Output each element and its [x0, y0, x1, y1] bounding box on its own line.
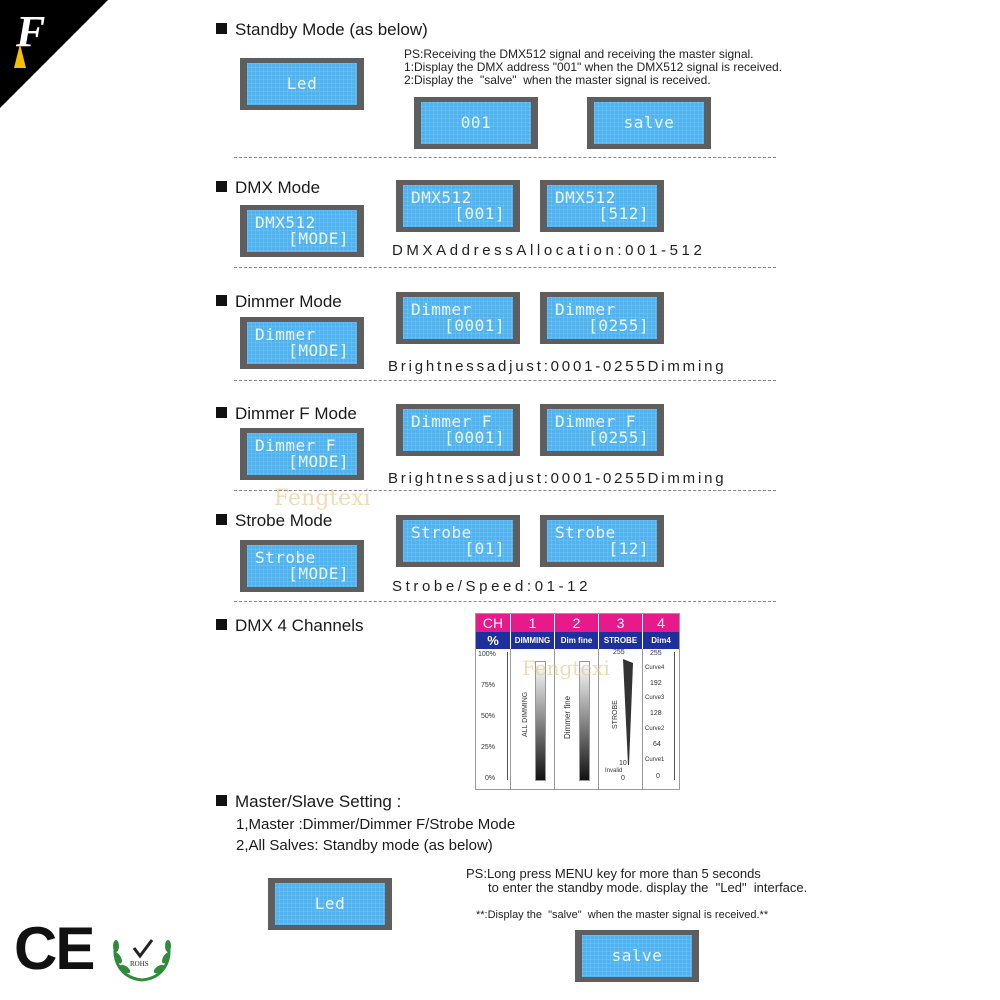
- dim4-curve1: Curve1: [645, 757, 665, 763]
- percent-column: [476, 649, 511, 789]
- dimmer-f-mode-display: Dimmer F [MODE]: [240, 428, 364, 480]
- bullet-icon: [216, 514, 227, 525]
- standby-note-ps: PS:Receiving the DMX512 signal and receiving the master signal.: [404, 47, 754, 61]
- dim4-128: 128: [650, 710, 662, 717]
- dimmer-0255-display: Dimmer [0255]: [540, 292, 664, 344]
- strobe-caption: Strobe/Speed:01-12: [392, 578, 592, 595]
- strobe-255: 255: [613, 649, 625, 656]
- dmx-caption: DMXAddressAllocation:001-512: [392, 242, 706, 259]
- header-dim-fine: Dim fine: [555, 632, 599, 649]
- dimmer-f-caption: Brightnessadjust:0001-0255Dimming: [388, 470, 727, 487]
- strobe-01-display: Strobe [01]: [396, 515, 520, 567]
- standby-notes: [404, 48, 782, 87]
- rohs-label: ROHS: [130, 960, 149, 968]
- watermark: Fengtexi: [274, 486, 371, 511]
- dimmer-caption: Brightnessadjust:0001-0255Dimming: [388, 358, 727, 375]
- dim4-curve2: Curve2: [645, 726, 665, 732]
- dimmer-mode-display: Dimmer [MODE]: [240, 317, 364, 369]
- dim4-column: [643, 649, 679, 789]
- bullet-icon: [216, 407, 227, 418]
- dimmer-f-0255-display: Dimmer F [0255]: [540, 404, 664, 456]
- header-dim4: Dim4: [651, 636, 671, 645]
- master-slave-note-1: PS:Long press MENU key for more than 5 seconds: [466, 866, 761, 881]
- standby-title: Standby Mode (as below): [216, 20, 428, 40]
- dim4-curve3: Curve3: [645, 695, 665, 701]
- ce-mark: CE: [14, 915, 94, 982]
- divider: [234, 490, 776, 491]
- bullet-icon: [216, 23, 227, 34]
- master-slave-title: Master/Slave Setting :: [216, 792, 401, 812]
- brand-logo-letter: F: [16, 7, 46, 56]
- dmx-mode-display: DMX512 [MODE]: [240, 205, 364, 257]
- tick-0: 0%: [485, 775, 496, 782]
- dim4-255: 255: [650, 650, 662, 657]
- channel-header-row: [476, 614, 679, 632]
- master-slave-item-1: 1,Master :Dimmer/Dimmer F/Strobe Mode: [236, 816, 516, 833]
- rohs-wreath-icon: [108, 922, 176, 984]
- dimmer-mode-title: Dimmer Mode: [216, 292, 342, 312]
- standby-note-1: 1:Display the DMX address "001" when the DMX512 signal is received.: [404, 60, 783, 74]
- strobe-12-display: Strobe [12]: [540, 515, 664, 567]
- dim4-axis-line: [674, 652, 675, 780]
- strobe-mode-display: Strobe [MODE]: [240, 540, 364, 592]
- header-ch-2: 2: [555, 614, 599, 632]
- header-ch-4: 4: [657, 615, 665, 631]
- percent-axis-line: [507, 652, 508, 780]
- dim4-64: 64: [653, 741, 661, 748]
- dmx4-channel-table: [475, 613, 680, 790]
- bullet-icon: [216, 181, 227, 192]
- strobe-label: STROBE: [612, 700, 619, 729]
- bullet-icon: [216, 295, 227, 306]
- divider: [234, 601, 776, 602]
- dmx-mode-title: DMX Mode: [216, 178, 320, 198]
- header-strobe: STROBE: [599, 632, 643, 649]
- tick-25: 25%: [481, 744, 496, 751]
- dimmer-0001-display: Dimmer [0001]: [396, 292, 520, 344]
- strobe-mode-title: Strobe Mode: [216, 511, 332, 531]
- dimmer-fine-label: Dimmer fine: [563, 695, 572, 739]
- dmx-001-display: DMX512 [001]: [396, 180, 520, 232]
- header-ch-1: 1: [511, 614, 555, 632]
- brand-logo-beam: [14, 44, 26, 68]
- dim4-0: 0: [656, 773, 660, 780]
- strobe-wedge: [621, 657, 635, 767]
- dmx4-title: DMX 4 Channels: [216, 616, 364, 636]
- all-dimming-label: ALL DIMMING: [522, 691, 529, 737]
- header-ch-3: 3: [599, 614, 643, 632]
- master-slave-note-3: **:Display the "salve" when the master signal is received.**: [476, 909, 769, 921]
- bullet-icon: [216, 795, 227, 806]
- master-slave-salve-display: salve: [575, 930, 699, 982]
- rohs-badge: [108, 922, 176, 984]
- strobe-10: 10: [619, 760, 627, 767]
- tick-100: 100%: [478, 651, 496, 658]
- header-dimming: DIMMING: [511, 632, 555, 649]
- divider: [234, 267, 776, 268]
- divider: [234, 380, 776, 381]
- watermark: Fengtexi: [522, 656, 610, 680]
- standby-address-display: 001: [414, 97, 538, 149]
- dimmer-f-0001-display: Dimmer F [0001]: [396, 404, 520, 456]
- tick-75: 75%: [481, 682, 496, 689]
- standby-salve-display: salve: [587, 97, 711, 149]
- header-ch: CH: [476, 614, 511, 632]
- standby-note-2: 2:Display the "salve" when the master signal is received.: [404, 73, 711, 87]
- strobe-0: 0: [621, 775, 625, 782]
- master-slave-led-display: Led: [268, 878, 392, 930]
- dim4-192: 192: [650, 680, 662, 687]
- header-percent: %: [476, 632, 511, 649]
- dimmer-f-mode-title: Dimmer F Mode: [216, 404, 357, 424]
- bullet-icon: [216, 619, 227, 630]
- divider: [234, 157, 776, 158]
- function-header-row: [476, 632, 679, 649]
- tick-50: 50%: [481, 713, 496, 720]
- master-slave-item-2: 2,All Salves: Standby mode (as below): [236, 837, 493, 854]
- master-slave-note-2: to enter the standby mode. display the "Led" interface.: [488, 880, 808, 895]
- dim4-curve4: Curve4: [645, 665, 665, 671]
- dmx-512-display: DMX512 [512]: [540, 180, 664, 232]
- standby-led-display: Led: [240, 58, 364, 110]
- strobe-invalid: Invalid: [605, 768, 623, 774]
